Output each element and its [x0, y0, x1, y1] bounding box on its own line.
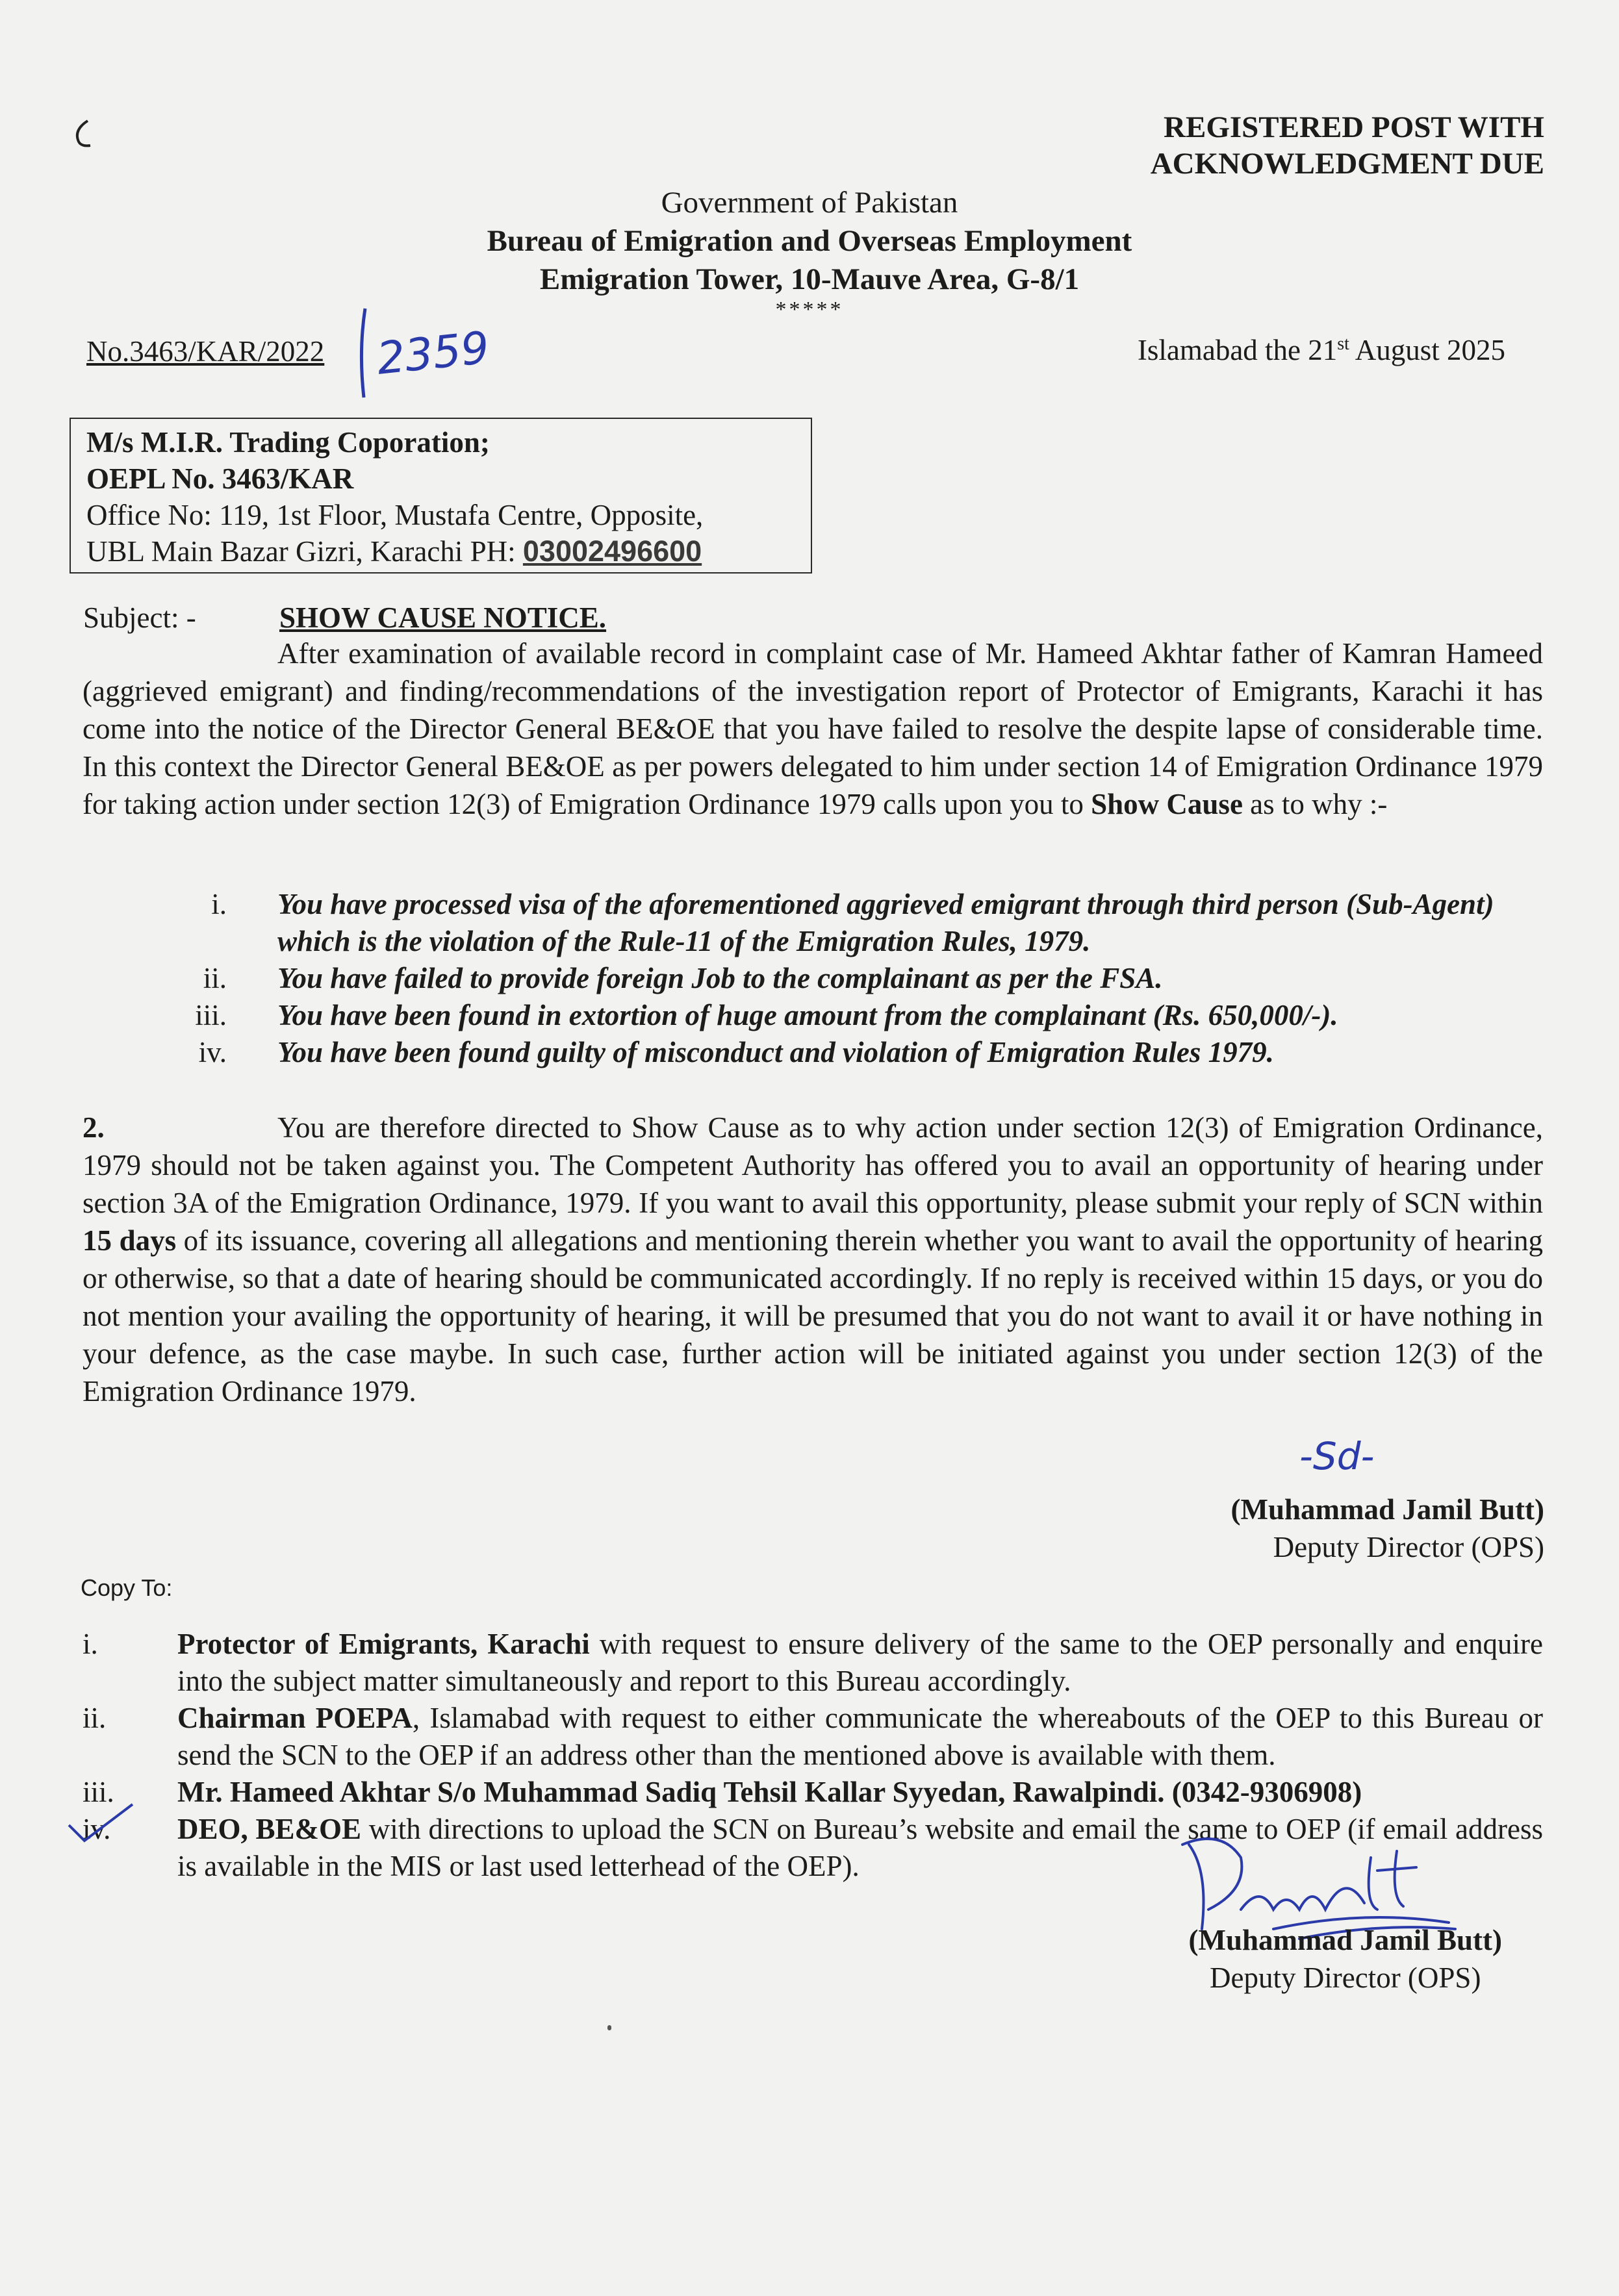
copy-item-recipient: Chairman POEPA: [177, 1702, 413, 1734]
charge-item: [83, 886, 1543, 960]
signature-block-2: [1189, 1921, 1503, 1997]
signatory-name: (Muhammad Jamil Butt): [1230, 1493, 1544, 1526]
date-suffix-sup: st: [1337, 334, 1349, 354]
paper-speck: [607, 2025, 611, 2030]
paragraph-2-bold: 15 days: [83, 1224, 177, 1257]
signatory-designation: Deputy Director (OPS): [1273, 1531, 1544, 1563]
paragraph-2: [83, 1109, 1543, 1410]
date-month-year: August 2025: [1349, 334, 1505, 366]
government-title: Government of Pakistan: [661, 186, 958, 220]
letterhead: [0, 184, 1619, 321]
paragraph-2-text-a: You are therefore directed to Show Cause as to why action under section 12(3) of Emigration Ordinance, 1979 should not be taken against you. The Competent Authority has offered you to avail an opportunity of hearing under section 3A of the Emigration Ordinance, 1979. If you want to avail this opportunity, please submit your reply of SCN within: [83, 1111, 1543, 1219]
charge-text: You have been found in extortion of huge amount from the complainant (Rs. 650,000/-).: [277, 999, 1338, 1031]
charge-text: You have been found guilty of misconduct and violation of Emigration Rules 1979.: [277, 1036, 1274, 1068]
copy-item-text: with request to ensure delivery of the same to the OEP personally and enquire into the subject matter simultaneously and report to this Bureau accordingly.: [177, 1628, 1543, 1697]
charge-item: [83, 1034, 1543, 1071]
addressee-line-4: [86, 533, 811, 570]
paragraph-2-number: 2.: [83, 1111, 105, 1144]
charge-number: iii.: [195, 999, 227, 1031]
bureau-title: Bureau of Emigration and Overseas Employment: [487, 224, 1132, 258]
copy-item-recipient: Mr. Hameed Akhtar S/o Muhammad Sadiq Tehsil Kallar Syyedan, Rawalpindi. (0342-9306908): [177, 1776, 1362, 1808]
charge-number: ii.: [203, 962, 227, 994]
addressee-oepl: OEPL No. 3463/KAR: [86, 462, 354, 495]
copy-item-text: , Islamabad with request to either communicate the whereabouts of the OEP to this Bureau or send the SCN to the OEP if an address other than the mentioned above is available with them.: [177, 1702, 1544, 1771]
handwritten-diary-number: 2359: [374, 322, 492, 385]
addressee-box: [70, 418, 812, 574]
reference-number: No.3463/KAR/2022: [86, 335, 325, 368]
addressee-phone: 03002496600: [522, 535, 702, 568]
paragraph-1: [83, 635, 1543, 823]
paragraph-1-end: as to why :-: [1242, 788, 1388, 820]
signature-block-1: [1231, 1491, 1545, 1566]
subject-label: Subject: -: [83, 601, 196, 634]
issue-date: [1138, 333, 1505, 367]
date-prefix: Islamabad the 21: [1137, 334, 1338, 366]
registered-line-2: ACKNOWLEDGMENT DUE: [1150, 147, 1544, 181]
charges-list: [83, 886, 1543, 1071]
paragraph-2-text-b: of its issuance, covering all allegations and mentioning therein whether you want to avail the opportunity of hearing or otherwise, so that a date of hearing should be communicated accordingly. If no reply is received within 15 days, or you do not mention your availing the opportunity of hearing, it will be presumed that you do not want to avail it or have nothing in your defence, as the case maybe. In such case, further action will be initiated against you under section 12(3) of the Emigration Ordinance 1979.: [83, 1224, 1543, 1407]
charge-number: i.: [211, 888, 227, 920]
copy-item: [83, 1774, 1543, 1811]
copy-item: [83, 1626, 1543, 1700]
sd-mark: -Sd-: [1299, 1434, 1375, 1478]
pen-mark: [62, 116, 107, 155]
charge-item: [83, 960, 1543, 997]
paragraph-1-bold: Show Cause: [1091, 788, 1243, 820]
copy-item-text: with directions to upload the SCN on Bureau’s website and email the same to OEP (if email address is available in the MIS or last used letterhead of the OEP).: [177, 1813, 1544, 1882]
copy-to-label: Copy To:: [81, 1574, 173, 1601]
copy-item-number: ii.: [83, 1702, 107, 1734]
copy-item-number: i.: [83, 1628, 98, 1660]
charge-item: [83, 997, 1543, 1034]
signatory-name: (Muhammad Jamil Butt): [1188, 1924, 1502, 1956]
copy-item-number: iv.: [83, 1813, 111, 1845]
tick-mark-icon: [65, 1799, 136, 1851]
registered-post-notice: [1151, 109, 1544, 182]
addressee-address: UBL Main Bazar Gizri, Karachi PH:: [86, 535, 523, 568]
copy-item: [83, 1700, 1543, 1774]
copy-item-recipient: Protector of Emigrants, Karachi: [177, 1628, 590, 1660]
subject-title: SHOW CAUSE NOTICE.: [279, 601, 607, 634]
signatory-designation: Deputy Director (OPS): [1210, 1962, 1481, 1994]
bureau-address: Emigration Tower, 10-Mauve Area, G-8/1: [539, 262, 1080, 296]
copy-item-number: iii.: [83, 1776, 114, 1808]
charge-text: You have failed to provide foreign Job to the complainant as per the FSA.: [277, 962, 1163, 994]
addressee-line-3: Office No: 119, 1st Floor, Mustafa Centre, Opposite,: [86, 499, 704, 531]
copy-item-recipient: DEO, BE&OE: [177, 1813, 362, 1845]
paragraph-1-text: After examination of available record in complaint case of Mr. Hameed Akhtar father of Kamran Hameed (aggrieved emigrant) and finding/recommendations of the investigation report of Protector of Emigrants, Karachi it has come into the notice of the Director General BE&OE that you have failed to resolve the despite lapse of considerable time. In this context the Director General BE&OE as per powers delegated to him under section 14 of Emigration Ordinance 1979 for taking action under section 12(3) of Emigration Ordinance 1979 calls upon you to: [83, 637, 1543, 820]
separator-stars: *****: [775, 297, 844, 322]
charge-text: You have processed visa of the aforementioned aggrieved emigrant through third person (Sub-Agent) which is the violation of the Rule-11 of the Emigration Rules, 1979.: [277, 888, 1494, 957]
registered-line-1: REGISTERED POST WITH: [1164, 110, 1544, 144]
charge-number: iv.: [198, 1036, 227, 1068]
addressee-name: M/s M.I.R. Trading Coporation;: [86, 426, 490, 459]
